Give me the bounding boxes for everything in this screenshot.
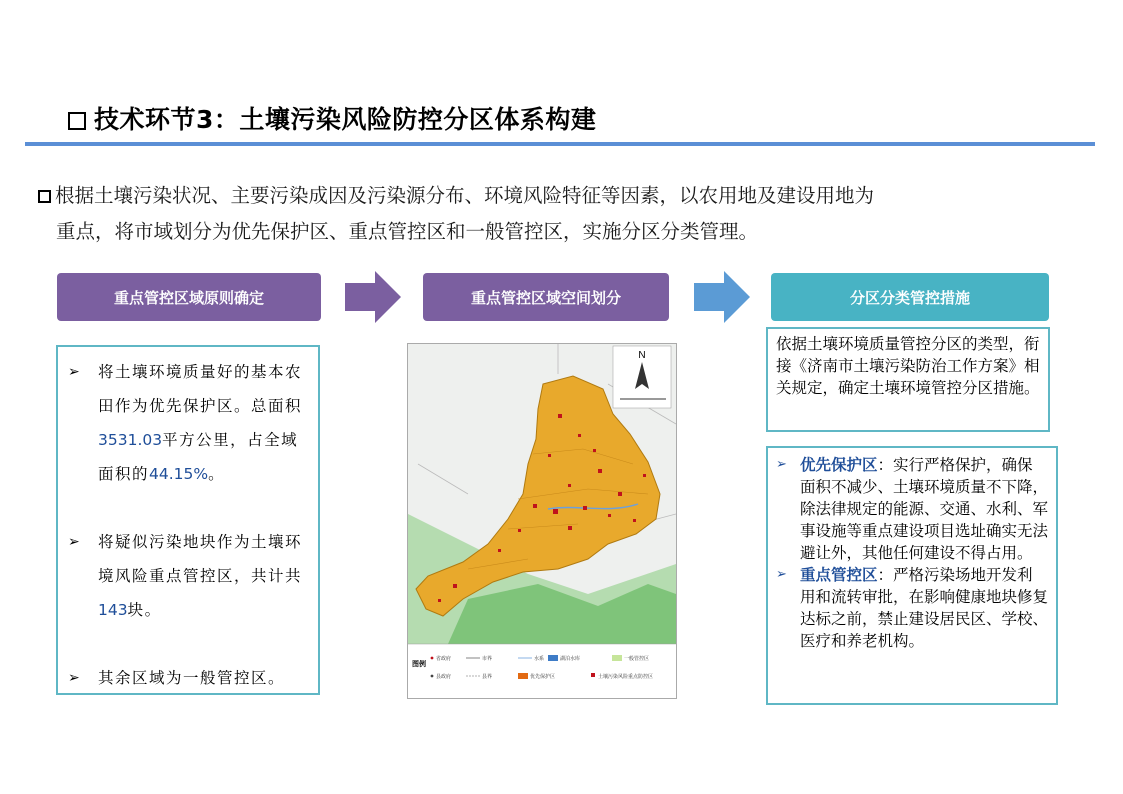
intro-line-2: 重点，将市域划分为优先保护区、重点管控区和一般管控区，实施分区分类管理。 <box>56 220 759 243</box>
list-item: ➢ 将土壤环境质量好的基本农田作为优先保护区。总面积3531.03平方公里，占全域面积的44.15%。 <box>68 355 308 491</box>
svg-text:县界: 县界 <box>482 674 493 680</box>
step-3-label: 分区分类管控措施 <box>849 288 970 307</box>
arrow-bullet-icon: ➢ <box>776 457 787 472</box>
list-item: ➢ 优先保护区：实行严格保护，确保面积不减少、土壤环境质量不下降，除法律规定的能源、交通、水利、军事设施等重点建设项目选址确实无法避让外，其他任何建设不得占用。 <box>776 456 1049 562</box>
block-count: 143 <box>98 601 128 619</box>
principles-panel <box>56 345 320 695</box>
svg-text:一般管控区: 一般管控区 <box>624 656 650 662</box>
checkbox-square-icon <box>38 190 51 203</box>
step-2-label: 重点管控区域空间划分 <box>470 288 621 307</box>
arrow-right-icon <box>694 271 750 323</box>
step-2-header <box>423 273 669 321</box>
svg-text:水系: 水系 <box>534 656 545 662</box>
measures-intro-panel <box>766 327 1050 432</box>
svg-text:优先保护区: 优先保护区 <box>530 674 556 680</box>
percent-value: 44.15% <box>149 465 209 483</box>
svg-text:市界: 市界 <box>482 656 493 662</box>
intro-paragraph <box>38 178 874 250</box>
north-label: N <box>638 350 646 361</box>
arrow-bullet-icon: ➢ <box>68 534 80 550</box>
page-title <box>68 100 596 136</box>
list-item: ➢ 重点管控区：严格污染场地开发利用和流转审批，在影响健康地块修复达标之前，禁止建设居民区、学校、医疗和养老机构。 <box>776 566 1049 650</box>
svg-text:省政府: 省政府 <box>436 656 452 662</box>
svg-text:土壤污染风险重点防控区: 土壤污染风险重点防控区 <box>598 674 654 680</box>
area-value: 3531.03 <box>98 431 163 449</box>
step-1-label: 重点管控区域原则确定 <box>113 288 264 307</box>
svg-text:湖泊水库: 湖泊水库 <box>560 656 581 662</box>
title-underline <box>25 142 1095 146</box>
measures-detail-panel <box>766 446 1058 705</box>
svg-text:县政府: 县政府 <box>436 674 452 680</box>
list-item: ➢ 其余区域为一般管控区。 <box>68 661 308 695</box>
zoning-map-graphic <box>408 344 676 698</box>
arrow-bullet-icon: ➢ <box>68 670 80 686</box>
legend-title: 图例 <box>412 660 426 668</box>
step-1-header <box>57 273 321 321</box>
zoning-map <box>407 343 677 699</box>
page-title-text: 技术环节3：土壤污染风险防控分区体系构建 <box>94 105 597 134</box>
intro-line-1: 根据土壤污染状况、主要污染成因及污染源分布、环境风险特征等因素，以农用地及建设用地为 <box>55 184 875 207</box>
checkbox-square-icon <box>68 112 86 130</box>
key-zone-heading: 重点管控区 <box>800 566 878 584</box>
arrow-bullet-icon: ➢ <box>776 567 787 582</box>
arrow-right-icon <box>345 271 401 323</box>
measures-intro-text: 依据土壤环境质量管控分区的类型，衔接《济南市土壤污染防治工作方案》相关规定，确定土壤环境管控分区措施。 <box>776 335 1040 397</box>
step-3-header <box>771 273 1049 321</box>
priority-zone-heading: 优先保护区 <box>800 456 878 474</box>
list-item: ➢ 将疑似污染地块作为土壤环境风险重点管控区，共计共143块。 <box>68 525 308 627</box>
arrow-bullet-icon: ➢ <box>68 364 80 380</box>
